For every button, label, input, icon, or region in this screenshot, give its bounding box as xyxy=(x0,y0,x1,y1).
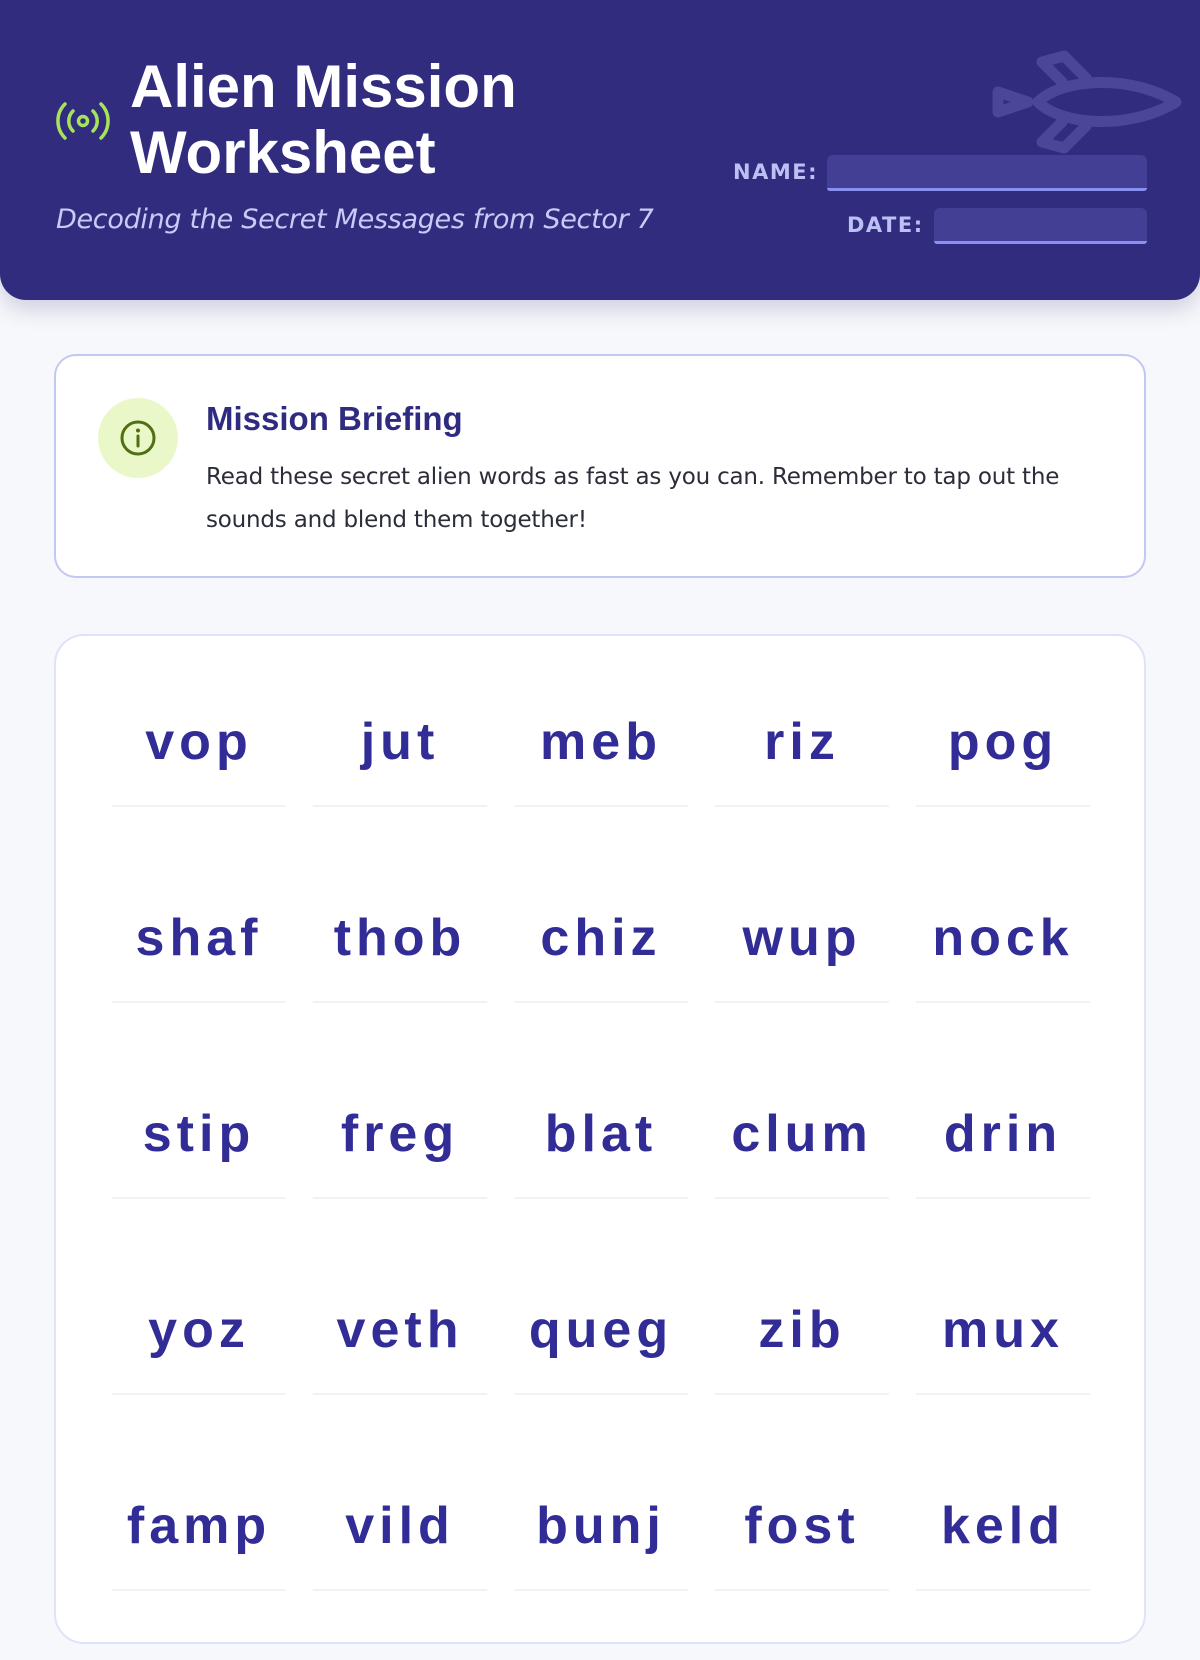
alien-word: yoz xyxy=(112,1268,286,1395)
alien-word: vop xyxy=(112,680,286,807)
word-cell xyxy=(313,1268,487,1464)
word-cell xyxy=(112,680,286,876)
word-cell xyxy=(313,680,487,876)
word-cell xyxy=(715,1464,889,1660)
word-cell xyxy=(514,1072,688,1268)
alien-word: chiz xyxy=(514,876,688,1003)
date-label: DATE: xyxy=(847,213,924,237)
briefing-title: Mission Briefing xyxy=(206,400,463,437)
word-cell xyxy=(313,876,487,1072)
word-cell xyxy=(514,680,688,876)
rocket-icon xyxy=(990,48,1200,164)
word-cell xyxy=(715,1268,889,1464)
alien-word: clum xyxy=(715,1072,889,1199)
word-cell xyxy=(313,1464,487,1660)
word-cell xyxy=(916,680,1090,876)
info-badge xyxy=(98,398,178,478)
word-cell xyxy=(112,1268,286,1464)
worksheet-header xyxy=(0,0,1200,300)
word-cell xyxy=(313,1072,487,1268)
alien-word: veth xyxy=(313,1268,487,1395)
word-cell xyxy=(715,680,889,876)
word-cell xyxy=(514,1464,688,1660)
name-field[interactable] xyxy=(827,155,1147,191)
date-field[interactable] xyxy=(934,208,1147,244)
alien-word: thob xyxy=(313,876,487,1003)
alien-word: famp xyxy=(112,1464,286,1591)
word-cell xyxy=(916,1464,1090,1660)
alien-word: nock xyxy=(916,876,1090,1003)
word-cell xyxy=(715,1072,889,1268)
alien-word-grid xyxy=(112,680,1092,1660)
signal-icon xyxy=(54,98,112,144)
briefing-text: Read these secret alien words as fast as you can. Remember to tap out the sounds and blend them together! xyxy=(206,464,1060,533)
word-cell xyxy=(514,876,688,1072)
alien-word: drin xyxy=(916,1072,1090,1199)
word-cell xyxy=(916,1072,1090,1268)
alien-words-card xyxy=(54,634,1146,1644)
alien-word: meb xyxy=(514,680,688,807)
alien-word: riz xyxy=(715,680,889,807)
name-label: NAME: xyxy=(733,160,818,184)
word-cell xyxy=(514,1268,688,1464)
alien-word: jut xyxy=(313,680,487,807)
alien-word: bunj xyxy=(514,1464,688,1591)
alien-word: vild xyxy=(313,1464,487,1591)
info-icon xyxy=(118,418,158,458)
word-cell xyxy=(112,1072,286,1268)
mission-briefing-card xyxy=(54,354,1146,578)
alien-word: zib xyxy=(715,1268,889,1395)
alien-word: fost xyxy=(715,1464,889,1591)
alien-word: stip xyxy=(112,1072,286,1199)
word-cell xyxy=(112,876,286,1072)
word-cell xyxy=(715,876,889,1072)
word-cell xyxy=(916,1268,1090,1464)
alien-word: mux xyxy=(916,1268,1090,1395)
alien-word: freg xyxy=(313,1072,487,1199)
alien-word: blat xyxy=(514,1072,688,1199)
worksheet-title: Alien Mission Worksheet xyxy=(130,53,517,186)
alien-word: pog xyxy=(916,680,1090,807)
alien-word: keld xyxy=(916,1464,1090,1591)
word-cell xyxy=(112,1464,286,1660)
alien-word: wup xyxy=(715,876,889,1003)
alien-word: shaf xyxy=(112,876,286,1003)
worksheet-subtitle: Decoding the Secret Messages from Sector 7 xyxy=(56,204,654,235)
alien-word: queg xyxy=(514,1268,688,1395)
word-cell xyxy=(916,876,1090,1072)
